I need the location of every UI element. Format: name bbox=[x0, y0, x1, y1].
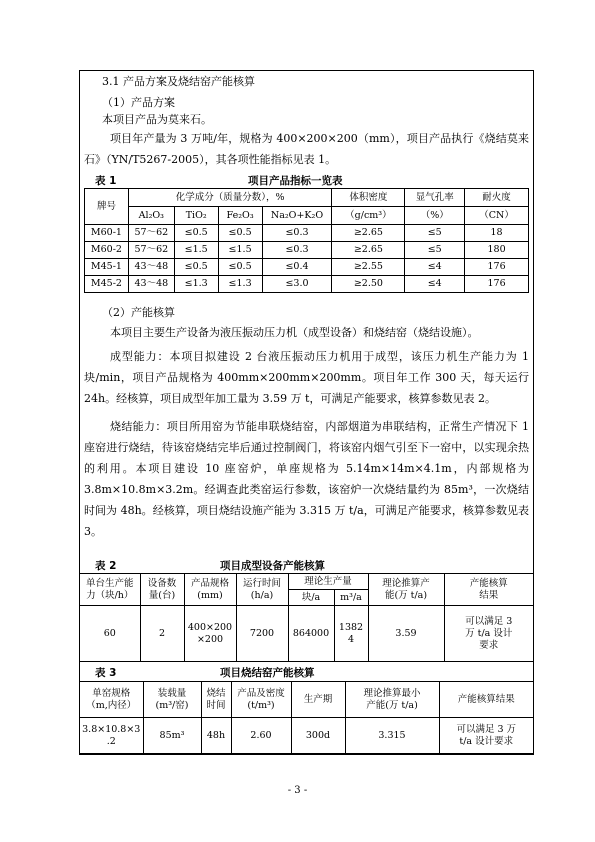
table-cell: 180 bbox=[465, 242, 529, 259]
paragraph-equipment: 本项目主要生产设备为液压振动压力机（成型设备）和烧结窑（烧结设施）。 bbox=[110, 326, 479, 339]
table2-header-theoretical: 理论生产量 bbox=[288, 574, 368, 590]
table2-header-result bbox=[444, 574, 533, 606]
table1-header-tio2: TiO₂ bbox=[174, 207, 218, 225]
table-cell: 300d bbox=[291, 718, 345, 754]
table2-header-hours bbox=[236, 574, 288, 606]
table1 bbox=[84, 188, 529, 293]
table2-header-capacity-line1: 单台生产能 bbox=[85, 577, 134, 589]
table2-header-calc bbox=[368, 574, 444, 606]
table1-header-al2o3: Al₂O₃ bbox=[128, 207, 174, 225]
table3-header-time bbox=[201, 682, 231, 718]
table-cell: ≤1.3 bbox=[174, 276, 218, 293]
table3-spec-line1: 3.8×10.8×3 bbox=[82, 723, 141, 735]
table3-header-load-line2: (m³/窑) bbox=[155, 699, 189, 711]
table-cell: 3.315 bbox=[345, 718, 439, 754]
table2-header-spec bbox=[184, 574, 236, 606]
table2-title: 项目成型设备产能核算 bbox=[220, 560, 325, 572]
table3-spec-line2: .2 bbox=[106, 735, 116, 747]
table-cell: M45-1 bbox=[85, 259, 129, 276]
table2-spec-line2: ×200 bbox=[196, 633, 224, 645]
table-cell bbox=[444, 606, 533, 662]
table-cell: 176 bbox=[465, 259, 529, 276]
paragraph-forming: 成型能力：本项目拟建设 2 台液压振动压力机用于成型，该压力机生产能力为 1 块/min，项目产品规格为 400mm×200mm×200mm。项目年工作 300 天，每天运行 24h。经核算，项目成型年加工量为 3.59 万 t，可满足产能要求，核算参数见表 2。 bbox=[84, 350, 529, 405]
page-number: - 3 - bbox=[287, 785, 308, 796]
table-cell: 43～48 bbox=[128, 259, 174, 276]
table3-header-load-line1: 装载量 bbox=[157, 687, 187, 699]
table3-header-load bbox=[143, 682, 201, 718]
table-cell: ≤0.3 bbox=[262, 225, 332, 242]
table-cell: 85m³ bbox=[143, 718, 201, 754]
table-row bbox=[85, 276, 529, 293]
table-row bbox=[80, 606, 533, 662]
table1-header-na2o-k2o: Na₂O+K₂O bbox=[262, 207, 332, 225]
table1-header-refractoriness: 耐火度 bbox=[465, 189, 529, 207]
table-cell: 48h bbox=[201, 718, 231, 754]
table-cell: ≤0.5 bbox=[218, 225, 262, 242]
table-cell: 57～62 bbox=[128, 225, 174, 242]
table3-title: 项目烧结窑产能核算 bbox=[220, 667, 315, 679]
table2-header-count bbox=[140, 574, 184, 606]
table2-label: 表 2 bbox=[95, 560, 117, 572]
table-cell: ≤3.0 bbox=[262, 276, 332, 293]
table2-result-line1: 可以满足 3 bbox=[465, 615, 513, 627]
table-cell: ≥2.50 bbox=[332, 276, 405, 293]
table2-header-hours-line2: (h/a) bbox=[250, 589, 274, 601]
table2-result-line2: 万 t/a 设计 bbox=[465, 627, 513, 639]
table2-header-capacity bbox=[80, 574, 140, 606]
table2-spec-line1: 400×200 bbox=[187, 621, 233, 633]
table-cell: 864000 bbox=[288, 606, 334, 662]
table-cell bbox=[334, 606, 368, 662]
table-cell: ≤0.3 bbox=[262, 242, 332, 259]
table2-header-capacity-line2: 力（块/h） bbox=[86, 589, 134, 601]
table3-header-capacity bbox=[345, 682, 439, 718]
table3-header-time-line1: 烧结 bbox=[206, 687, 226, 699]
table-cell: ≤1.5 bbox=[174, 242, 218, 259]
table-cell: 7200 bbox=[236, 606, 288, 662]
table3-header-capacity-line1: 理论推算最小 bbox=[363, 687, 421, 699]
table3-header-spec-line1: 单窑规格 bbox=[92, 687, 131, 699]
table-cell: 18 bbox=[465, 225, 529, 242]
table3-header-time-line2: 时间 bbox=[206, 699, 226, 711]
table2 bbox=[80, 573, 533, 662]
table2-m3-line1: 1382 bbox=[338, 621, 364, 633]
table1-header-brand: 牌号 bbox=[85, 189, 129, 225]
table-row bbox=[85, 242, 529, 259]
table-cell: ≤5 bbox=[405, 225, 465, 242]
table3-result-line2: t/a 设计要求 bbox=[459, 735, 514, 747]
table2-header-calc-line2: 能(万 t/a) bbox=[384, 589, 428, 601]
table2-header-spec-line2: (mm) bbox=[197, 589, 223, 601]
table-cell: 60 bbox=[80, 606, 140, 662]
table3-header-result: 产能核算结果 bbox=[439, 682, 533, 718]
table2-result-line3: 要求 bbox=[479, 639, 499, 651]
table-cell: ≤4 bbox=[405, 276, 465, 293]
table-cell: ≤5 bbox=[405, 242, 465, 259]
table1-header-density: 体积密度 bbox=[332, 189, 405, 207]
table1-title: 项目产品指标一览表 bbox=[248, 175, 343, 187]
table-cell: M45-2 bbox=[85, 276, 129, 293]
table2-header-hours-line1: 运行时间 bbox=[242, 577, 281, 589]
table2-header-m3: m³/a bbox=[334, 590, 368, 606]
table2-header-result-line2: 结果 bbox=[479, 589, 499, 601]
table-cell: M60-2 bbox=[85, 242, 129, 259]
table2-header-result-line1: 产能核算 bbox=[469, 577, 508, 589]
table1-label: 表 1 bbox=[95, 175, 117, 187]
table3 bbox=[80, 681, 533, 754]
paragraph-sintering: 烧结能力：项目所用窑为节能串联烧结窑，内部烟道为串联结构，正常生产情况下 1 座窑进行烧结，待该窑烧结完毕后通过控制阀门，将该窑内烟气引至下一窑中，以实现余热的利用。本项目建设 10 座窑炉，单座规格为 5.14m×14m×4.1m，内部规格为 3.8m×10.8m×3.2m。经调查此类窑运行参数，该窑炉一次烧结量约为 85m³，一次烧结时间为 48h。经核算，项目烧结设施产能为 3.315 万 t/a，可满足产能要求，核算参数见表 3。 bbox=[84, 420, 529, 538]
table-cell: ≤0.5 bbox=[174, 225, 218, 242]
table2-header-count-line1: 设备数 bbox=[147, 577, 177, 589]
table-cell bbox=[80, 718, 143, 754]
table2-m3-line2: 4 bbox=[347, 633, 355, 645]
table-row bbox=[85, 259, 529, 276]
paragraph-product: 本项目产品为莫来石。 bbox=[102, 113, 212, 126]
table3-header-spec-line2: （m,内径） bbox=[86, 699, 137, 711]
table-cell: M60-1 bbox=[85, 225, 129, 242]
table3-header-capacity-line2: 产能(万 t/a) bbox=[366, 699, 418, 711]
table-row bbox=[85, 225, 529, 242]
section-title: 3.1 产品方案及烧结窑产能核算 bbox=[102, 75, 255, 88]
table-cell: 57～62 bbox=[128, 242, 174, 259]
table-cell: ≤0.5 bbox=[174, 259, 218, 276]
table2-header-count-line2: 量(台) bbox=[148, 589, 176, 601]
table-cell: ≤1.3 bbox=[218, 276, 262, 293]
table-cell: 2.60 bbox=[231, 718, 291, 754]
table-cell bbox=[184, 606, 236, 662]
table-cell: 43～48 bbox=[128, 276, 174, 293]
table-cell: ≥2.65 bbox=[332, 242, 405, 259]
table-cell: 2 bbox=[140, 606, 184, 662]
table2-header-calc-line1: 理论推算产 bbox=[382, 577, 430, 589]
table3-label: 表 3 bbox=[95, 667, 117, 679]
table1-header-chem: 化学成分（质量分数），% bbox=[128, 189, 332, 207]
table3-header-density-line2: (t/m³) bbox=[247, 699, 275, 711]
table2-header-spec-line1: 产品规格 bbox=[190, 577, 229, 589]
subheading-product-plan: （1）产品方案 bbox=[102, 96, 175, 109]
table1-header-density-unit: （g/cm³） bbox=[332, 207, 405, 225]
paragraph-output: 项目年产量为 3 万吨/年，规格为 400×200×200（mm），项目产品执行《烧结莫来石》（YN/T5267-2005），其各项性能指标见表 1。 bbox=[84, 132, 529, 166]
table-row bbox=[80, 718, 533, 754]
table-cell: ≤4 bbox=[405, 259, 465, 276]
table-cell: ≥2.55 bbox=[332, 259, 405, 276]
table-cell: ≤0.5 bbox=[218, 259, 262, 276]
table3-header-density-line1: 产品及密度 bbox=[237, 687, 285, 699]
table3-header-density bbox=[231, 682, 291, 718]
table-cell: 176 bbox=[465, 276, 529, 293]
table-cell: ≤0.4 bbox=[262, 259, 332, 276]
table2-header-blocks: 块/a bbox=[288, 590, 334, 606]
table1-header-porosity: 显气孔率 bbox=[405, 189, 465, 207]
subheading-capacity: （2）产能核算 bbox=[102, 306, 175, 319]
table1-header-refr-unit: （CN） bbox=[465, 207, 529, 225]
table3-result-line1: 可以满足 3 万 bbox=[456, 723, 517, 735]
table-cell: ≤1.5 bbox=[218, 242, 262, 259]
table-cell: ≥2.65 bbox=[332, 225, 405, 242]
table-cell: 3.59 bbox=[368, 606, 444, 662]
table1-header-porosity-unit: （%） bbox=[405, 207, 465, 225]
table1-header-fe2o3: Fe₂O₃ bbox=[218, 207, 262, 225]
table-cell bbox=[439, 718, 533, 754]
table3-header-spec bbox=[80, 682, 143, 718]
table3-header-period: 生产期 bbox=[291, 682, 345, 718]
